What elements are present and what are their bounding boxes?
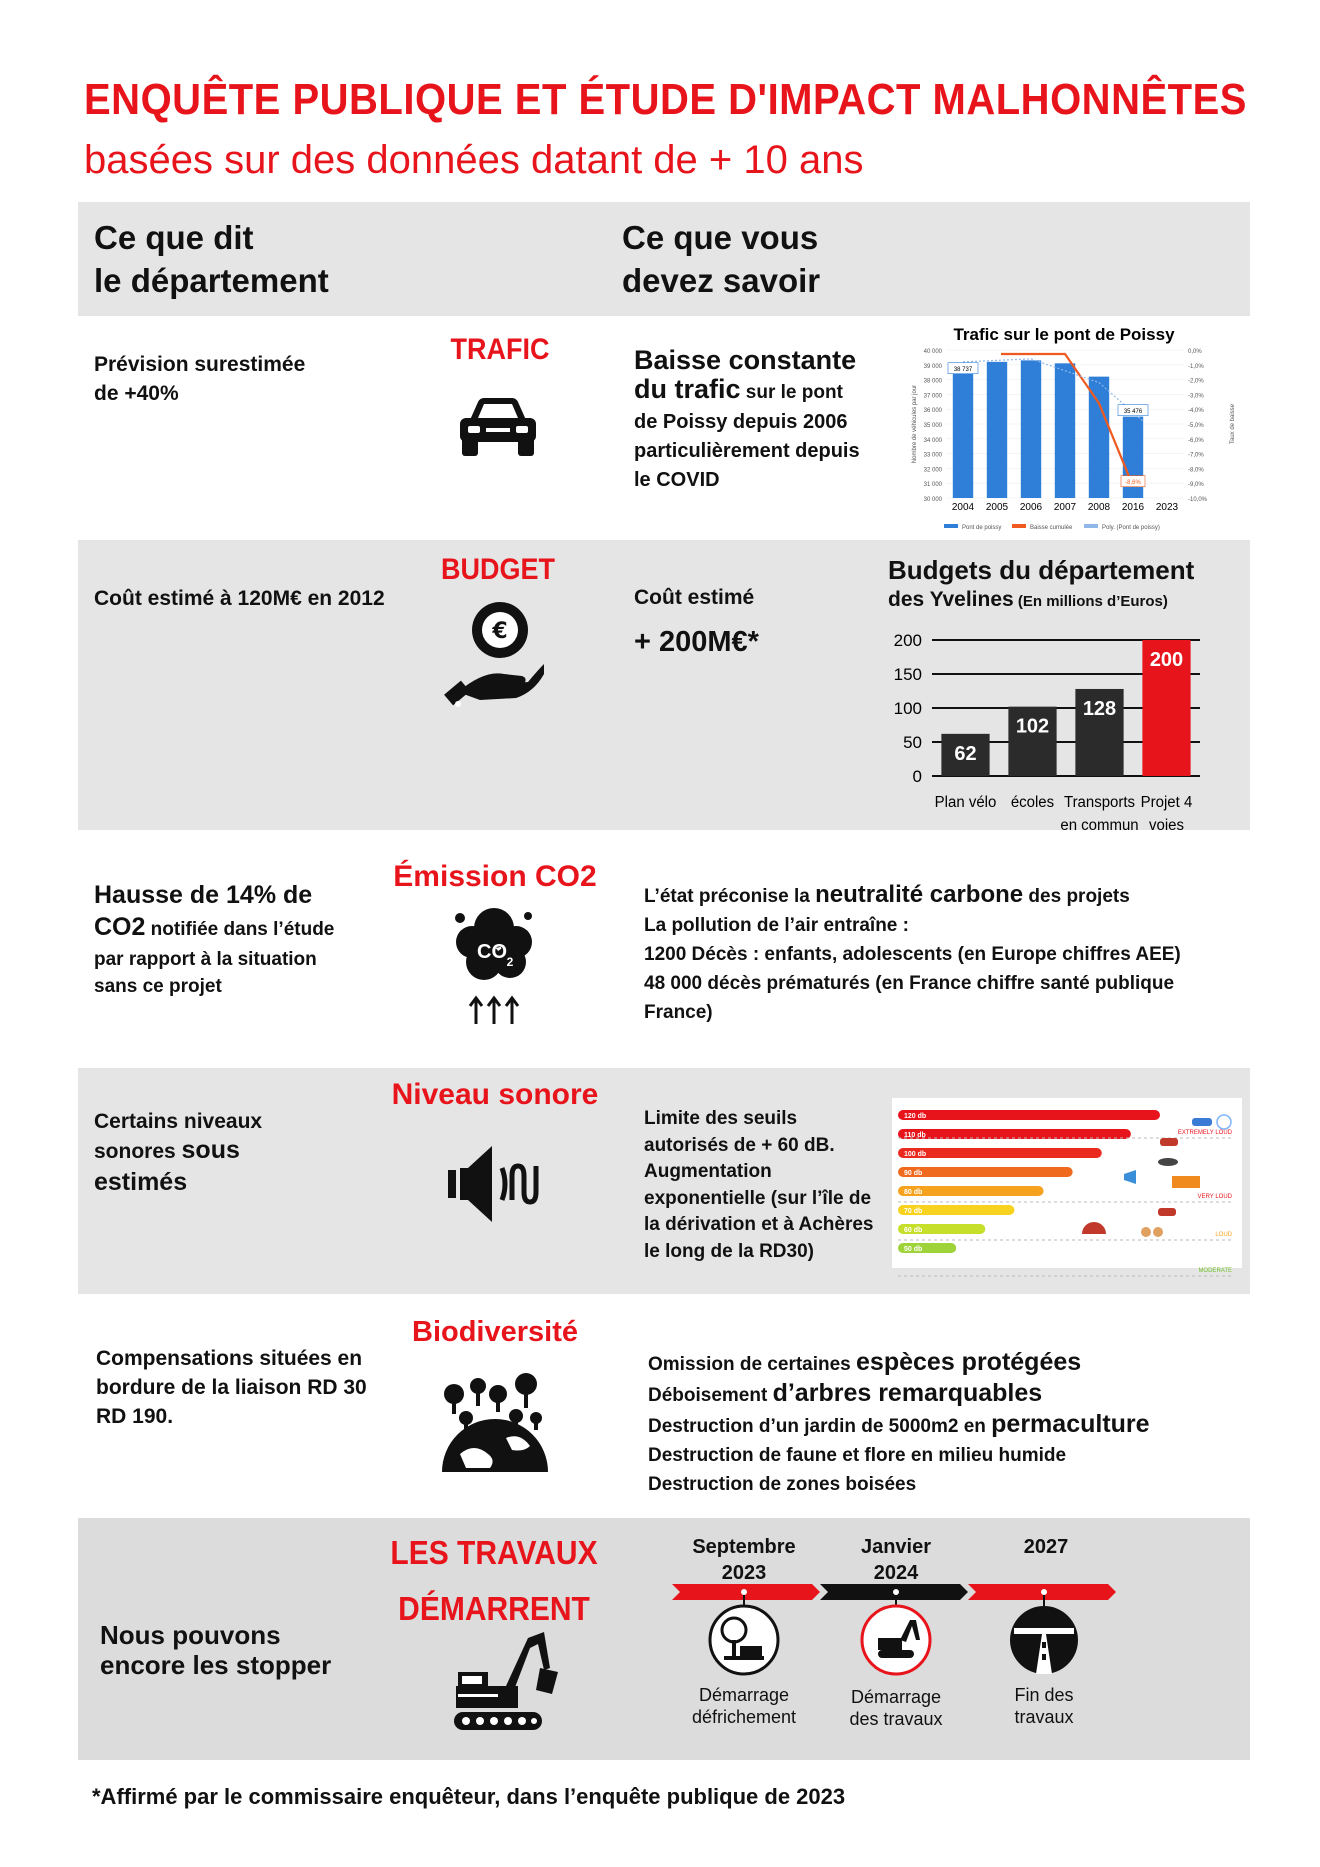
co2-right-line3: 1200 Décès : enfants, adolescents (en Europe chiffres AEE) xyxy=(644,944,1181,965)
trafic-right-line3: de Poissy depuis 2006 xyxy=(634,411,848,433)
tree-cutting-icon xyxy=(710,1606,778,1674)
timeline-label-2-line1: Démarrage xyxy=(850,1687,942,1707)
timeline-date-1-line2: 2023 xyxy=(721,1562,767,1584)
trafic-legend-swatch xyxy=(1084,524,1098,528)
timeline-label-1-line2: défrichement xyxy=(691,1707,797,1727)
co2-right-1c: des projets xyxy=(1023,886,1130,907)
sonore-left-line2 xyxy=(94,1136,262,1168)
budget-chart-title xyxy=(888,554,1194,616)
noise-zone-label: LOUD xyxy=(1215,1232,1232,1238)
trafic-ytick: 37 000 xyxy=(923,393,942,400)
sonore-right-line5: la dérivation et à Achères xyxy=(644,1214,874,1235)
sonore-left-text xyxy=(94,1108,262,1196)
budget-data-label: 200 xyxy=(1149,649,1184,671)
sonore-right-line6: le long de la RD30) xyxy=(644,1240,814,1262)
budget-xtick: en commun xyxy=(1060,816,1139,834)
excavator-icon xyxy=(450,1628,560,1732)
child-icon xyxy=(1141,1227,1151,1237)
trafic-ytick: 40 000 xyxy=(923,349,942,355)
timeline-date-2-line1: Janvier xyxy=(860,1536,932,1558)
header-left-line2: le département xyxy=(94,262,329,299)
timeline-date-2 xyxy=(816,1534,976,1586)
trafic-right-bold: du trafic xyxy=(634,374,741,404)
bio-left-text xyxy=(96,1344,367,1431)
noise-scale-svg xyxy=(892,1098,1242,1274)
budget-xtick: Plan vélo xyxy=(934,793,997,811)
police-car-icon xyxy=(1192,1118,1212,1126)
bio-r1b: espèces protégées xyxy=(856,1348,1082,1376)
trafic-xtick: 2006 xyxy=(1019,502,1043,513)
noise-scale xyxy=(892,1098,1242,1274)
trafic-right-line4: particulièrement depuis xyxy=(634,440,860,462)
category-budget: BUDGET xyxy=(441,552,555,586)
budget-ytick: 200 xyxy=(893,631,922,650)
trafic-data-label: 35 476 xyxy=(1123,409,1143,416)
co2-left-line1: Hausse de 14% de xyxy=(94,881,313,909)
speaker-sound-icon xyxy=(444,1144,548,1224)
header-left-line1: Ce que dit xyxy=(94,219,254,256)
trafic-y2tick: -3,0% xyxy=(1188,393,1204,400)
bio-right-line2 xyxy=(648,1379,1150,1410)
co2-left-line3: par rapport à la situation xyxy=(94,949,317,970)
bio-r1a: Omission de certaines xyxy=(648,1354,857,1375)
noise-zone-label: MODERATE xyxy=(1198,1268,1232,1274)
trafic-chart xyxy=(894,322,1246,536)
category-travaux xyxy=(384,1526,604,1638)
header-right-line1: Ce que vous xyxy=(622,219,819,256)
bio-left-line1: Compensations situées en xyxy=(96,1347,363,1370)
trafic-xtick: 2005 xyxy=(985,502,1009,513)
budget-ytick: 0 xyxy=(912,767,922,786)
category-co2: Émission CO2 xyxy=(393,860,597,893)
sonore-left-2b: sous xyxy=(181,1136,240,1164)
bio-right-line3 xyxy=(648,1410,1150,1441)
timeline-label-2 xyxy=(826,1686,966,1730)
co2-right-line5: France) xyxy=(644,1002,713,1023)
timeline-date-2-line2: 2024 xyxy=(873,1562,919,1584)
child-icon xyxy=(1153,1227,1163,1237)
noise-bar-label: 100 db xyxy=(904,1151,927,1158)
footnote: *Affirmé par le commissaire enquêteur, dans l’enquête publique de 2023 xyxy=(92,1784,846,1809)
noise-bar xyxy=(898,1148,1102,1158)
co2-right-line1 xyxy=(644,880,1181,911)
page-subtitle: basées sur des données datant de + 10 ans xyxy=(84,138,864,182)
sonore-left-2a: sonores xyxy=(94,1140,182,1163)
earth-trees-icon xyxy=(440,1372,550,1474)
excavator-small-icon xyxy=(862,1606,930,1674)
budget-ytick: 100 xyxy=(893,699,922,718)
trafic-y2tick: -6,0% xyxy=(1188,437,1204,444)
sonore-right-text xyxy=(644,1106,874,1265)
co2-left-text xyxy=(94,878,334,1000)
trafic-xtick: 2023 xyxy=(1155,502,1179,513)
sonore-right-line2: autorisés de + 60 dB. xyxy=(644,1134,835,1156)
timeline-label-1-line1: Démarrage xyxy=(698,1685,790,1705)
header-left xyxy=(94,216,329,302)
trafic-y2label: Taux de baisse xyxy=(1230,403,1236,445)
budget-chart-svg xyxy=(880,622,1210,834)
trafic-y2tick: -7,0% xyxy=(1188,452,1204,459)
bio-right-line1 xyxy=(648,1348,1150,1379)
trafic-y2tick: 0,0% xyxy=(1188,349,1202,355)
trafic-xtick: 2016 xyxy=(1121,502,1145,513)
bio-r3a: Destruction d’un jardin de 5000m2 en xyxy=(648,1416,992,1437)
car-icon xyxy=(456,398,540,456)
trafic-ytick: 38 000 xyxy=(923,378,942,385)
budget-right-text xyxy=(634,584,759,672)
budget-xtick: Transports xyxy=(1063,793,1136,811)
trafic-bar xyxy=(953,365,973,498)
trafic-legend-swatch xyxy=(944,524,958,528)
co2-right-line4: 48 000 décès prématurés (en France chiffre santé publique xyxy=(644,973,1175,994)
sonore-right-line4: exponentielle (sur l’île de xyxy=(644,1187,872,1209)
trafic-legend-swatch xyxy=(1012,524,1026,528)
trafic-y2tick: -4,0% xyxy=(1188,408,1204,415)
trafic-chart-svg xyxy=(894,322,1246,536)
firework-icon xyxy=(1217,1115,1231,1129)
trafic-bar xyxy=(1055,363,1075,498)
noise-bar-label: 70 db xyxy=(904,1208,923,1215)
noise-zone-label: VERY LOUD xyxy=(1197,1194,1232,1200)
co2-icon-sub: 2 xyxy=(506,955,514,969)
timeline-date-1 xyxy=(664,1534,824,1586)
budget-chart-title1: Budgets du département xyxy=(888,555,1195,585)
timeline-date-3-line2: 2027 xyxy=(1023,1536,1069,1558)
category-trafic: TRAFIC xyxy=(450,332,550,366)
budget-data-label: 62 xyxy=(954,742,977,765)
budget-data-label: 128 xyxy=(1082,697,1117,720)
travaux-left-line2: encore les stopper xyxy=(100,1650,332,1680)
timeline-label-2-line2: des travaux xyxy=(849,1709,943,1729)
co2-left-co2: CO2 xyxy=(94,913,146,941)
budget-xtick: écoles xyxy=(1010,793,1055,811)
trafic-ytick: 35 000 xyxy=(923,423,942,429)
trafic-left-text xyxy=(94,350,305,408)
timeline-label-3 xyxy=(974,1684,1114,1728)
trafic-right-small: sur le pont xyxy=(740,382,843,403)
co2-right-1a: L’état préconise la xyxy=(644,886,816,907)
budget-chart-title2-small: (En millions d’Euros) xyxy=(1013,593,1168,610)
header-right xyxy=(622,216,820,302)
bio-r2b: d’arbres remarquables xyxy=(772,1379,1043,1407)
trafic-right-line1: Baisse constante xyxy=(634,345,857,375)
travaux-left-line1: Nous pouvons xyxy=(100,1620,281,1650)
trafic-legend-item: Poly. (Pont de poissy) xyxy=(1102,525,1160,531)
trafic-y2tick: -1,0% xyxy=(1188,363,1204,370)
budget-right-line1: Coût estimé xyxy=(634,586,755,609)
trafic-data-label: -8,6% xyxy=(1125,480,1141,487)
noise-bar xyxy=(898,1167,1073,1177)
budget-xtick: Projet 4 xyxy=(1140,793,1193,811)
co2-right-text xyxy=(644,880,1181,1027)
bio-left-line2: bordure de la liaison RD 30 xyxy=(96,1376,367,1399)
umbrella-icon xyxy=(1082,1222,1106,1234)
noise-bar-label: 120 db xyxy=(904,1113,927,1120)
co2-left-line2 xyxy=(94,912,334,946)
timeline-date-1-line1: Septembre xyxy=(692,1536,796,1558)
trafic-ytick: 33 000 xyxy=(923,452,942,459)
timeline-date-3 xyxy=(966,1534,1126,1560)
trafic-xtick: 2008 xyxy=(1087,502,1111,513)
megaphone-icon xyxy=(1124,1170,1136,1184)
trafic-xtick: 2004 xyxy=(951,502,975,513)
timeline-label-3-line2: travaux xyxy=(1014,1707,1074,1727)
bio-right-line5: Destruction de zones boisées xyxy=(648,1474,917,1495)
trafic-ylabel: Nombre de véhicules par jour xyxy=(912,384,918,464)
bio-left-line3: RD 190. xyxy=(96,1405,174,1428)
trafic-left-line2: de +40% xyxy=(94,382,179,405)
category-sonore: Niveau sonore xyxy=(391,1078,599,1111)
trafic-bar xyxy=(987,362,1007,498)
co2-left-line4: sans ce projet xyxy=(94,976,222,997)
co2-cloud-icon xyxy=(452,906,536,1028)
sonore-left-line3: estimés xyxy=(94,1168,188,1196)
trafic-ytick: 32 000 xyxy=(923,467,942,474)
category-biodiversite: Biodiversité xyxy=(412,1316,578,1348)
trafic-ytick: 34 000 xyxy=(923,437,942,444)
trafic-bar xyxy=(1021,360,1041,498)
noise-bar-label: 50 db xyxy=(904,1246,923,1253)
trafic-ytick: 39 000 xyxy=(923,363,942,370)
trafic-ytick: 31 000 xyxy=(923,482,942,489)
trafic-y2tick: -9,0% xyxy=(1188,482,1204,489)
timeline-label-3-line1: Fin des xyxy=(1014,1685,1074,1705)
truck-icon xyxy=(1172,1176,1200,1188)
trafic-left-line1: Prévision surestimée xyxy=(94,353,306,376)
trafic-legend-item: Baisse cumulée xyxy=(1030,525,1073,531)
travaux-left-text xyxy=(100,1620,331,1680)
bio-right-text xyxy=(648,1348,1150,1499)
highway-icon xyxy=(1010,1606,1078,1674)
timeline-label-1 xyxy=(674,1684,814,1728)
header-right-line2: devez savoir xyxy=(622,262,821,299)
money-hand-icon xyxy=(444,600,544,716)
bio-r3b: permaculture xyxy=(991,1410,1150,1438)
svg-text:€: € xyxy=(492,619,508,644)
noise-bar-label: 110 db xyxy=(904,1132,926,1139)
trafic-legend-item: Pont de poissy xyxy=(962,525,1002,531)
category-travaux-line2: DÉMARRENT xyxy=(398,1590,590,1628)
co2-right-line2: La pollution de l’air entraîne : xyxy=(644,915,909,936)
trafic-y2tick: -8,0% xyxy=(1188,467,1204,474)
budget-chart xyxy=(880,622,1210,834)
trafic-chart-title: Trafic sur le pont de Poissy xyxy=(953,325,1175,344)
budget-chart-title2 xyxy=(888,586,1194,616)
noise-bar xyxy=(898,1110,1160,1120)
car-red-icon xyxy=(1160,1138,1178,1146)
trafic-data-label: 38 737 xyxy=(953,367,973,374)
budget-xtick: voies xyxy=(1149,816,1184,834)
noise-bar-label: 60 db xyxy=(904,1227,923,1234)
noise-zone-label: EXTREMELY LOUD xyxy=(1177,1130,1232,1136)
bio-right-line4: Destruction de faune et flore en milieu humide xyxy=(648,1445,1067,1466)
trafic-y2tick: -10,0% xyxy=(1188,497,1208,503)
co2-left-rest: notifiée dans l’étude xyxy=(145,919,335,940)
sonore-left-line1: Certains niveaux xyxy=(94,1110,263,1133)
trafic-y2tick: -5,0% xyxy=(1188,423,1204,429)
budget-left-text: Coût estimé à 120M€ en 2012 xyxy=(94,587,385,610)
bio-r2a: Déboisement xyxy=(648,1385,773,1406)
category-travaux-line1: LES TRAVAUX xyxy=(390,1534,598,1572)
co2-right-1b: neutralité carbone xyxy=(815,881,1024,908)
trafic-ytick: 36 000 xyxy=(923,408,942,415)
noise-bar-label: 90 db xyxy=(904,1170,923,1177)
sonore-right-line3: Augmentation xyxy=(644,1161,772,1182)
budget-ytick: 50 xyxy=(903,733,922,752)
car-small-icon xyxy=(1158,1208,1176,1216)
budget-ytick: 150 xyxy=(893,665,922,684)
budget-chart-title2-main: des Yvelines xyxy=(888,588,1014,611)
trafic-right-line5: le COVID xyxy=(634,469,720,491)
helicopter-icon xyxy=(1158,1158,1178,1166)
budget-right-line2: + 200M€* xyxy=(634,626,759,658)
trafic-y2tick: -2,0% xyxy=(1188,378,1204,385)
trafic-ytick: 30 000 xyxy=(923,497,942,503)
sonore-right-line1: Limite des seuils xyxy=(644,1108,798,1129)
co2-icon-text: CO xyxy=(477,941,507,963)
noise-bar-label: 80 db xyxy=(904,1189,923,1196)
trafic-right-line2 xyxy=(634,375,860,408)
trafic-right-text xyxy=(634,346,860,495)
budget-data-label: 102 xyxy=(1015,715,1050,738)
page-title: ENQUÊTE PUBLIQUE ET ÉTUDE D'IMPACT MALHONNÊTES xyxy=(84,76,1247,124)
trafic-xtick: 2007 xyxy=(1053,502,1077,513)
